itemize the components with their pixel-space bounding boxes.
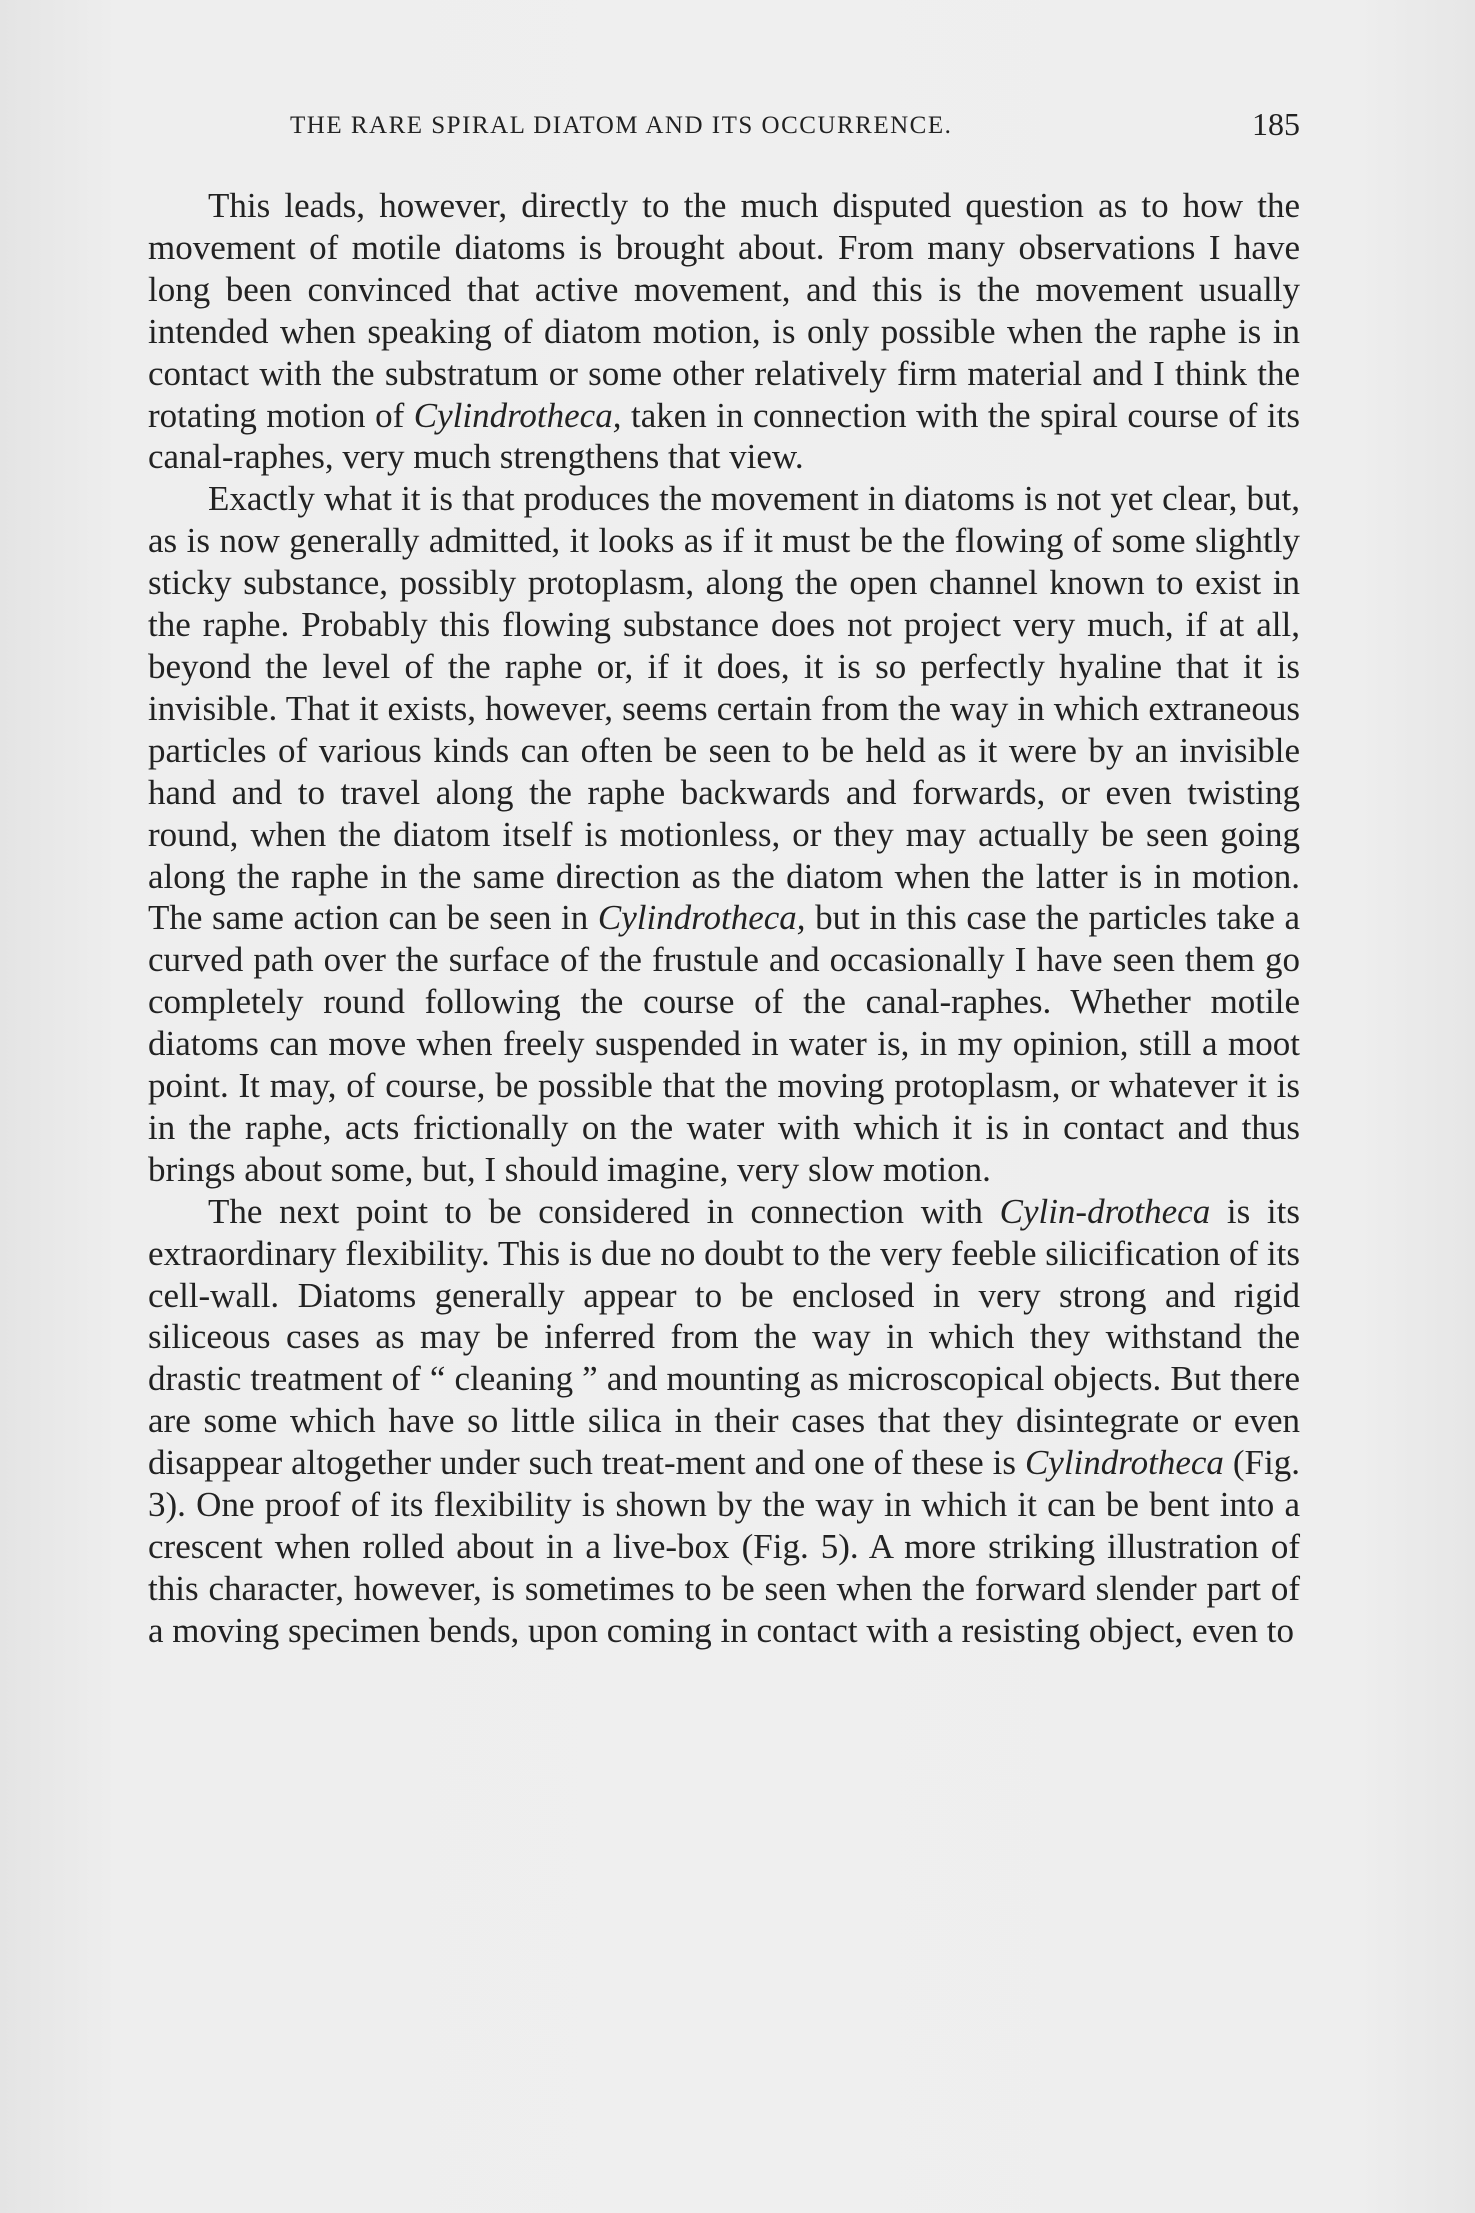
paragraph-1-text-b: taken in connection with the spiral course of its canal-raphes, very much strengthens that view. — [148, 395, 1300, 477]
page-header — [148, 106, 1300, 146]
paragraph-1-italic-term: Cylindrotheca, — [413, 395, 622, 435]
running-title: THE RARE SPIRAL DIATOM AND ITS OCCURRENCE. — [290, 112, 953, 139]
paragraph-2-text-b: but in this case the particles take a curved path over the surface of the frustule and occasionally I have seen them go completely round following the course of the canal-raphes. Whether motile diatoms can move when freely suspended in water is, in my opinion, still a moot point. It may, of course, be possible that the moving protoplasm, or whatever it is in the raphe, acts frictionally on the water with which it is in contact and thus brings about some, but, I should imagine, very slow motion. — [148, 898, 1300, 1189]
paragraph-3-text-a: The next point to be considered in connection with — [208, 1191, 1000, 1231]
paragraph-2-text-a: Exactly what it is that produces the movement in diatoms is not yet clear, but, as is now generally admitted, it looks as if it must be the flowing of some slightly sticky substance, possibly protoplasm, along the open channel known to exist in the raphe. Probably this flowing substance does not project very much, if at all, beyond the level of the raphe or, if it does, it is so perfectly hyaline that it is invisible. That it exists, however, seems certain from the way in which extraneous particles of various kinds can often be seen to be held as it were by an invisible hand and to travel along the raphe backwards and forwards, or even twisting round, when the diatom itself is motionless, or they may actually be seen going along the raphe in the same direction as the diatom when the latter is in motion. The same action can be seen in — [148, 479, 1300, 938]
body-text — [148, 185, 1300, 1652]
paragraph-3-text-b: is its extraordinary flexibility. This is due no doubt to the very feeble silicification of its cell-wall. Diatoms generally appear to be enclosed in very strong and rigid siliceous cases as may be inferred from the way in which they withstand the drastic treatment of “ cleaning ” and mounting as microscopical objects. But there are some which have so little silica in their cases that they disintegrate or even disappear altogether under such treat-ment and one of these is — [148, 1191, 1300, 1483]
paragraph-1 — [148, 185, 1300, 478]
page-number: 185 — [1252, 106, 1300, 142]
paragraph-2 — [148, 478, 1300, 1190]
paragraph-2-italic-term: Cylindrotheca, — [597, 898, 806, 938]
paragraph-3 — [148, 1191, 1300, 1652]
paragraph-1-text-a: This leads, however, directly to the much disputed question as to how the movement of motile diatoms is brought about. From many observations I have long been convinced that active movement, and this is the movement usually intended when speaking of diatom motion, is only possible when the raphe is in contact with the substratum or some other relatively firm material and I think the rotating motion of — [148, 186, 1300, 435]
paragraph-3-text-c: (Fig. 3). One proof of its flexibility is shown by the way in which it can be bent into a crescent when rolled about in a live-box (Fig. 5). A more striking illustration of this character, however, is sometimes to be seen when the forward slender part of a moving specimen bends, upon coming in contact with a resisting object, even to — [148, 1443, 1300, 1650]
paragraph-3-italic-term-b: Cylindrotheca — [1024, 1443, 1224, 1483]
paragraph-3-italic-term-a: Cylin-drotheca — [999, 1191, 1211, 1231]
